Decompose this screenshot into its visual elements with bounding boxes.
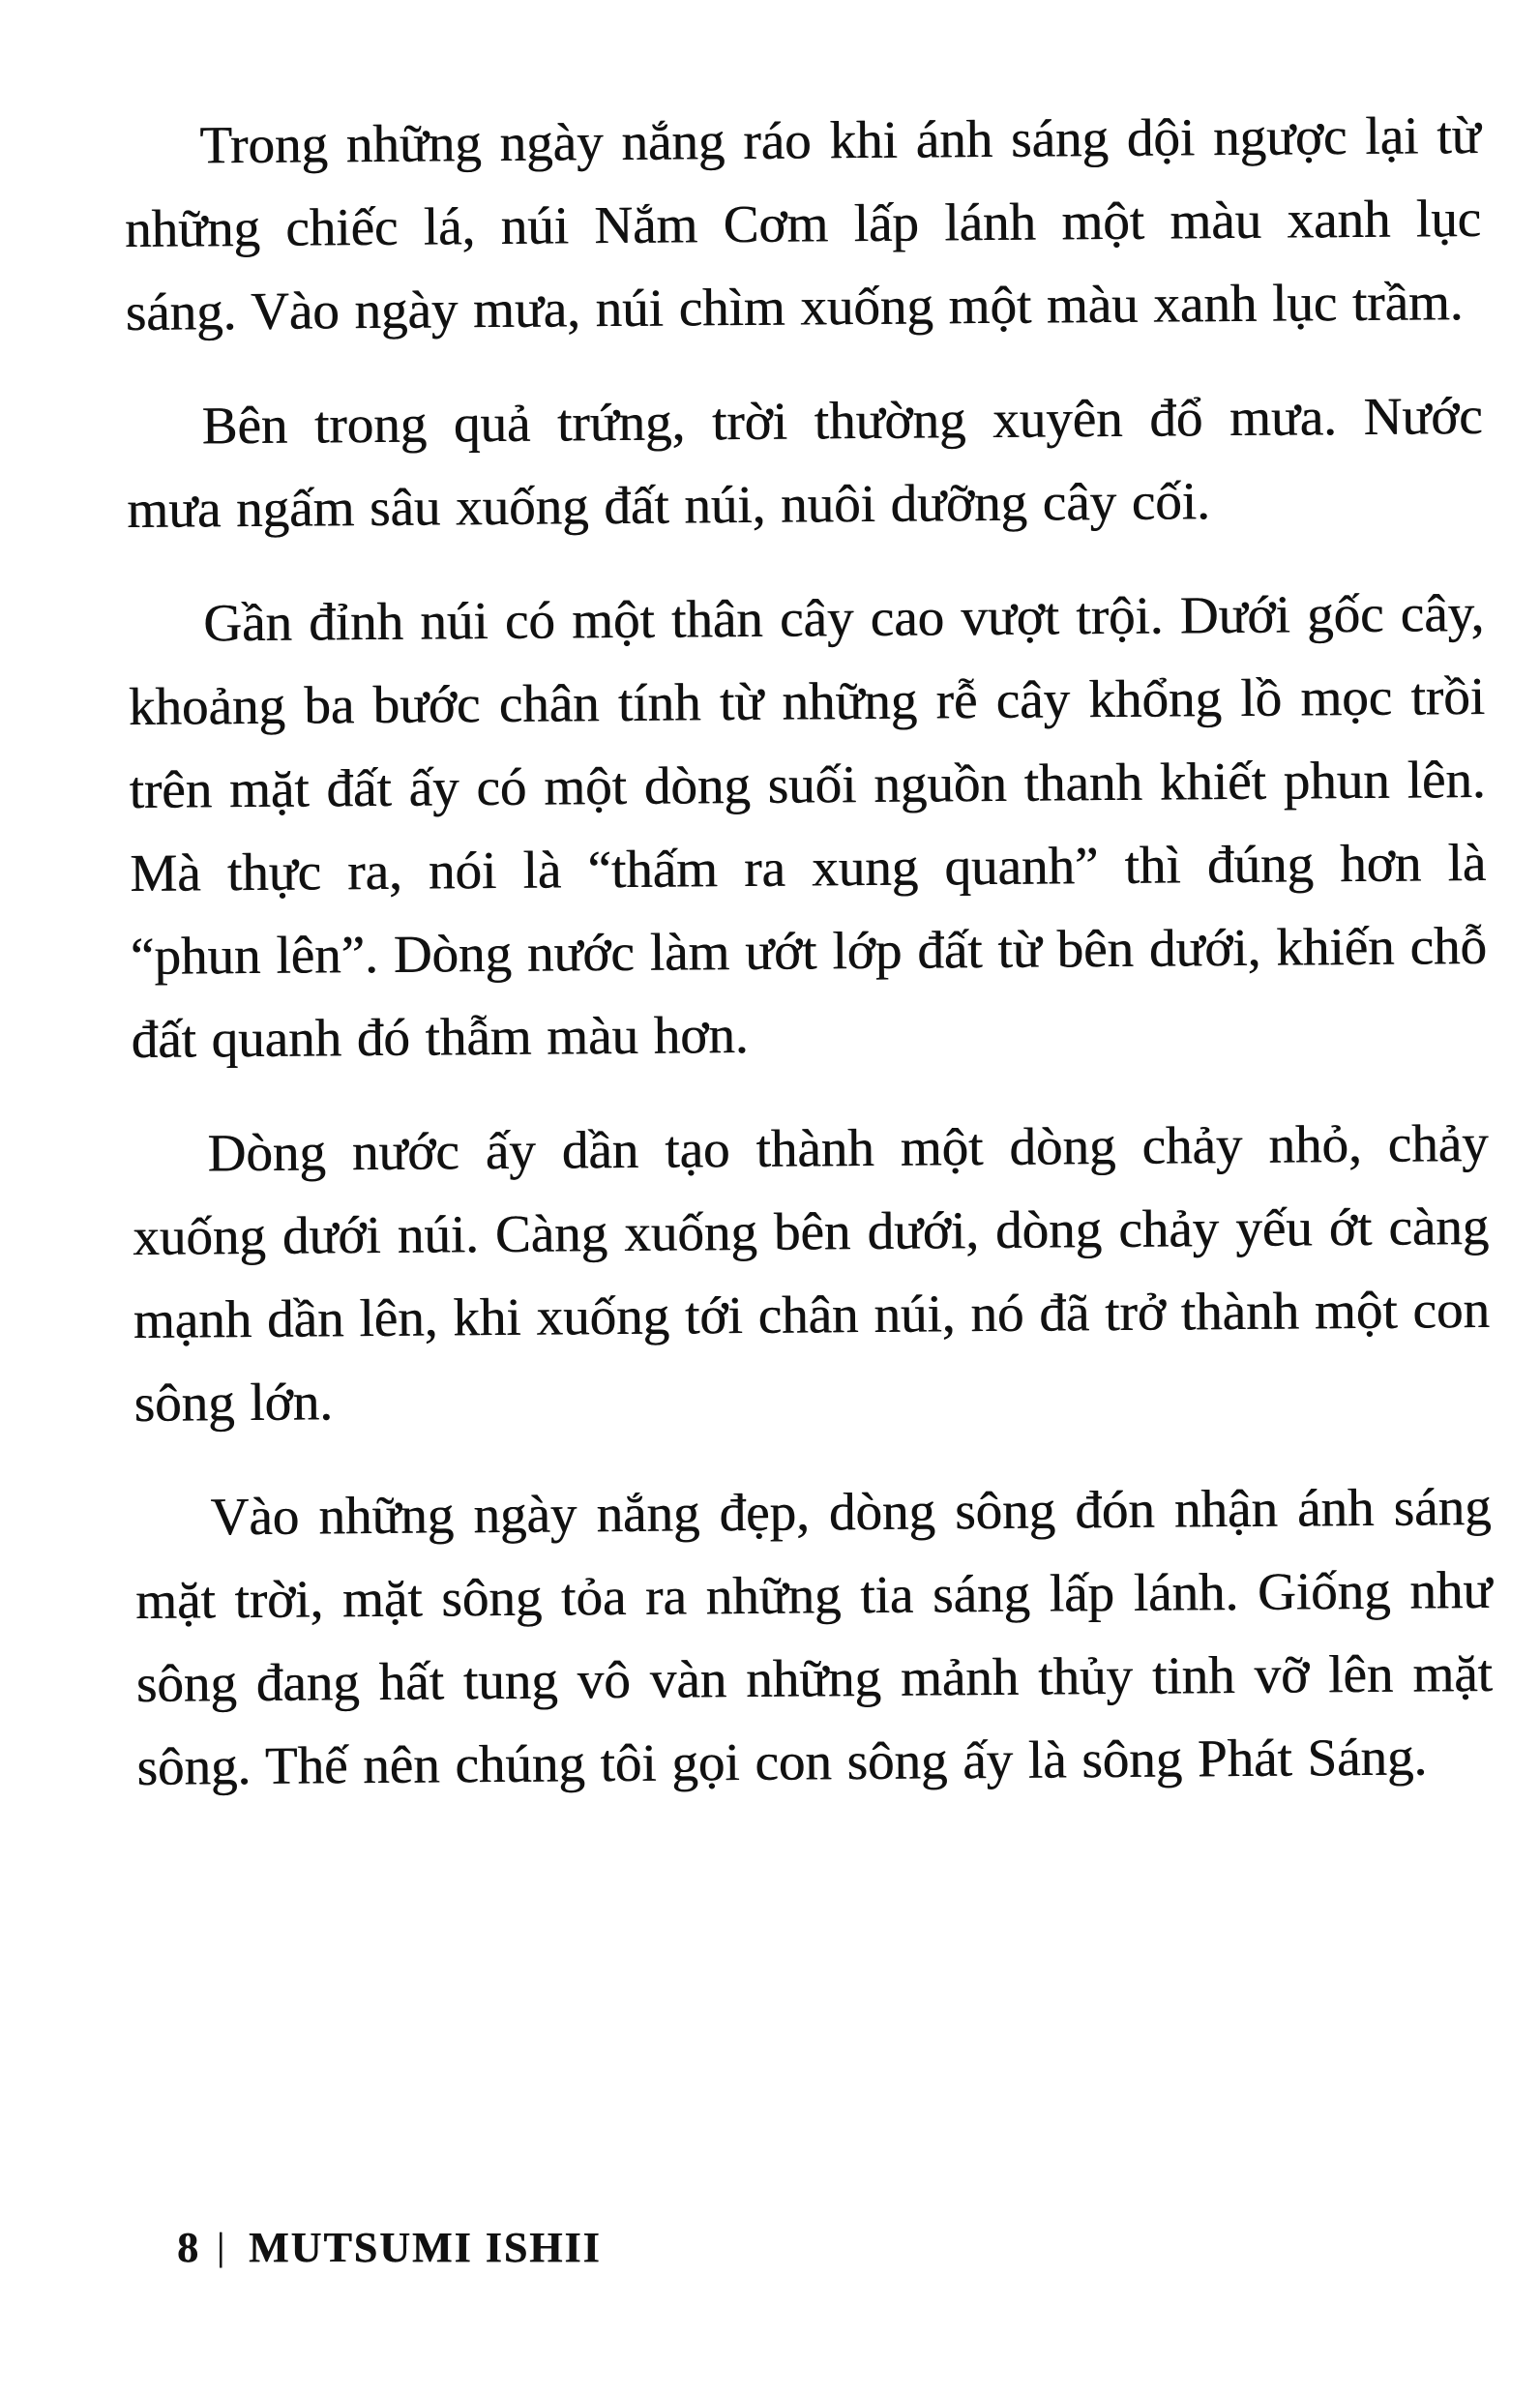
body-text bbox=[124, 94, 1494, 1840]
author-name: MUTSUMI ISHII bbox=[249, 2224, 602, 2271]
footer-divider: | bbox=[217, 2225, 226, 2268]
page-number: 8 bbox=[177, 2224, 199, 2271]
page-footer bbox=[177, 2223, 602, 2272]
body-paragraph: Gần đỉnh núi có một thân cây cao vượt trội. Dưới gốc cây, khoảng ba bước chân tính từ những rễ cây khổng lồ mọc trồi trên mặt đất ấy có một dòng suối nguồn thanh khiết phun lên. Mà thực ra, nói là “thấm ra xung quanh” thì đúng hơn là “phun lên”. Dòng nước làm ướt lớp đất từ bên dưới, khiến chỗ đất quanh đó thẫm màu hơn. bbox=[128, 582, 1488, 1069]
body-paragraph: Vào những ngày nắng đẹp, dòng sông đón nhận ánh sáng mặt trời, mặt sông tỏa ra những tia sáng lấp lánh. Giống như sông đang hất tung vô vàn những mảnh thủy tinh vỡ lên mặt sông. Thế nên chúng tôi gọi con sông ấy là sông Phát Sáng. bbox=[134, 1476, 1494, 1796]
body-paragraph: Dòng nước ấy dần tạo thành một dòng chảy nhỏ, chảy xuống dưới núi. Càng xuống bên dưới, dòng chảy yếu ớt càng mạnh dần lên, khi xuống tới chân núi, nó đã trở thành một con sông lớn. bbox=[132, 1112, 1491, 1433]
body-paragraph: Trong những ngày nắng ráo khi ánh sáng dội ngược lại từ những chiếc lá, núi Nắm Cơm lấp lánh một màu xanh lục sáng. Vào ngày mưa, núi chìm xuống một màu xanh lục trầm. bbox=[124, 104, 1482, 341]
body-paragraph: Bên trong quả trứng, trời thường xuyên đổ mưa. Nước mưa ngấm sâu xuống đất núi, nuôi dưỡng cây cối. bbox=[127, 385, 1483, 539]
